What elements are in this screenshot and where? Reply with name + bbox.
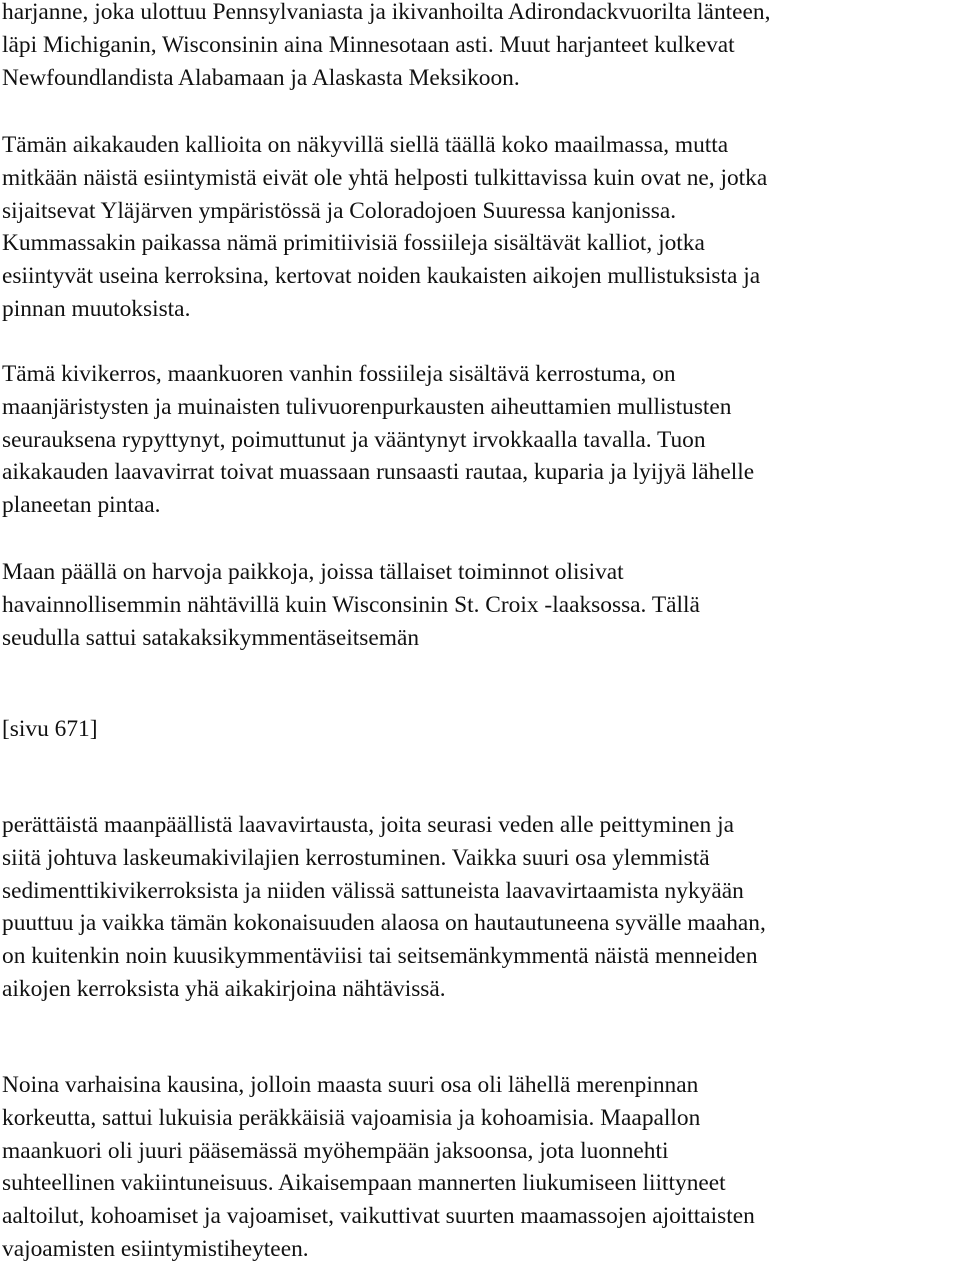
text-line: maankuori oli juuri pääsemässä myöhempään jaksoonsa, jota luonnehti [2,1137,669,1164]
text-line: maanjäristysten ja muinaisten tulivuorenpurkausten aiheuttamien mullistusten [2,393,732,420]
text-line: Kummassakin paikassa nämä primitiivisiä fossiileja sisältävät kalliot, jotka [2,230,705,257]
text-line: aaltoilut, kohoamiset ja vajoamiset, vaikuttivat suurten maamassojen ajoittaisten [2,1203,755,1230]
paragraph [2,129,954,326]
text-line: korkeutta, sattui lukuisia peräkkäisiä vajoamisia ja kohoamisia. Maapallon [2,1104,701,1131]
text-line: läpi Michiganin, Wisconsinin aina Minnesotaan asti. Muut harjanteet kulkevat [2,31,735,58]
paragraph [2,0,954,94]
text-line: esiintyvät useina kerroksina, kertovat noiden kaukaisten aikojen mullistuksista ja [2,263,761,290]
text-line: perättäistä maanpäällistä laavavirtausta, joita seurasi veden alle peittyminen ja [2,812,734,838]
page-marker-text: [sivu 671] [2,716,98,742]
paragraph [2,358,954,522]
text-line: Newfoundlandista Alabamaan ja Alaskasta Meksikoon. [2,64,520,91]
text-line: Tämän aikakauden kallioita on näkyvillä siellä täällä koko maailmassa, mutta [2,132,729,158]
paragraph [2,556,954,654]
text-line: harjanne, joka ulottuu Pennsylvaniasta ja ikivanhoilta Adirondackvuorilta länteen, [2,0,771,25]
text-line: aikojen kerroksista yhä aikakirjoina nähtävissä. [2,975,446,1002]
text-line: sijaitsevat Yläjärven ympäristössä ja Coloradojoen Suuressa kanjonissa. [2,197,677,224]
text-line: vajoamisten esiintymistiheyteen. [2,1235,309,1262]
text-line: siitä johtuva laskeumakivilajien kerrostuminen. Vaikka suuri osa ylemmistä [2,844,710,871]
text-line: mitkään näistä esiintymistä eivät ole yhtä helposti tulkittavissa kuin ovat ne, jotka [2,164,768,191]
text-line: seurauksena rypyttynyt, poimuttunut ja vääntynyt irvokkaalla tavalla. Tuon [2,426,706,453]
text-line: puuttuu ja vaikka tämän kokonaisuuden alaosa on hautautuneena syvälle maahan, [2,910,766,937]
text-line: Maan päällä on harvoja paikkoja, joissa tällaiset toiminnot olisivat [2,559,624,585]
paragraph [2,809,954,1006]
page-marker [2,713,954,746]
paragraph [2,1069,954,1266]
text-line: havainnollisemmin nähtävillä kuin Wisconsinin St. Croix -laaksossa. Tällä [2,591,700,618]
text-line: Tämä kivikerros, maankuoren vanhin fossiileja sisältävä kerrostuma, on [2,361,676,387]
text-line: planeetan pintaa. [2,492,161,519]
text-line: on kuitenkin noin kuusikymmentäviisi tai seitsemänkymmentä näistä menneiden [2,943,758,970]
text-line: suhteellinen vakiintuneisuus. Aikaisempaan mannerten liukumiseen liittyneet [2,1170,726,1197]
text-line: pinnan muutoksista. [2,295,191,322]
text-line: Noina varhaisina kausina, jolloin maasta suuri osa oli lähellä merenpinnan [2,1072,699,1098]
text-line: aikakauden laavavirrat toivat muassaan runsaasti rautaa, kuparia ja lyijyä lähelle [2,459,755,486]
text-line: seudulla sattui satakaksikymmentäseitsemän [2,624,420,651]
text-line: sedimenttikivikerroksista ja niiden välissä sattuneista laavavirtaamista nykyään [2,877,744,904]
